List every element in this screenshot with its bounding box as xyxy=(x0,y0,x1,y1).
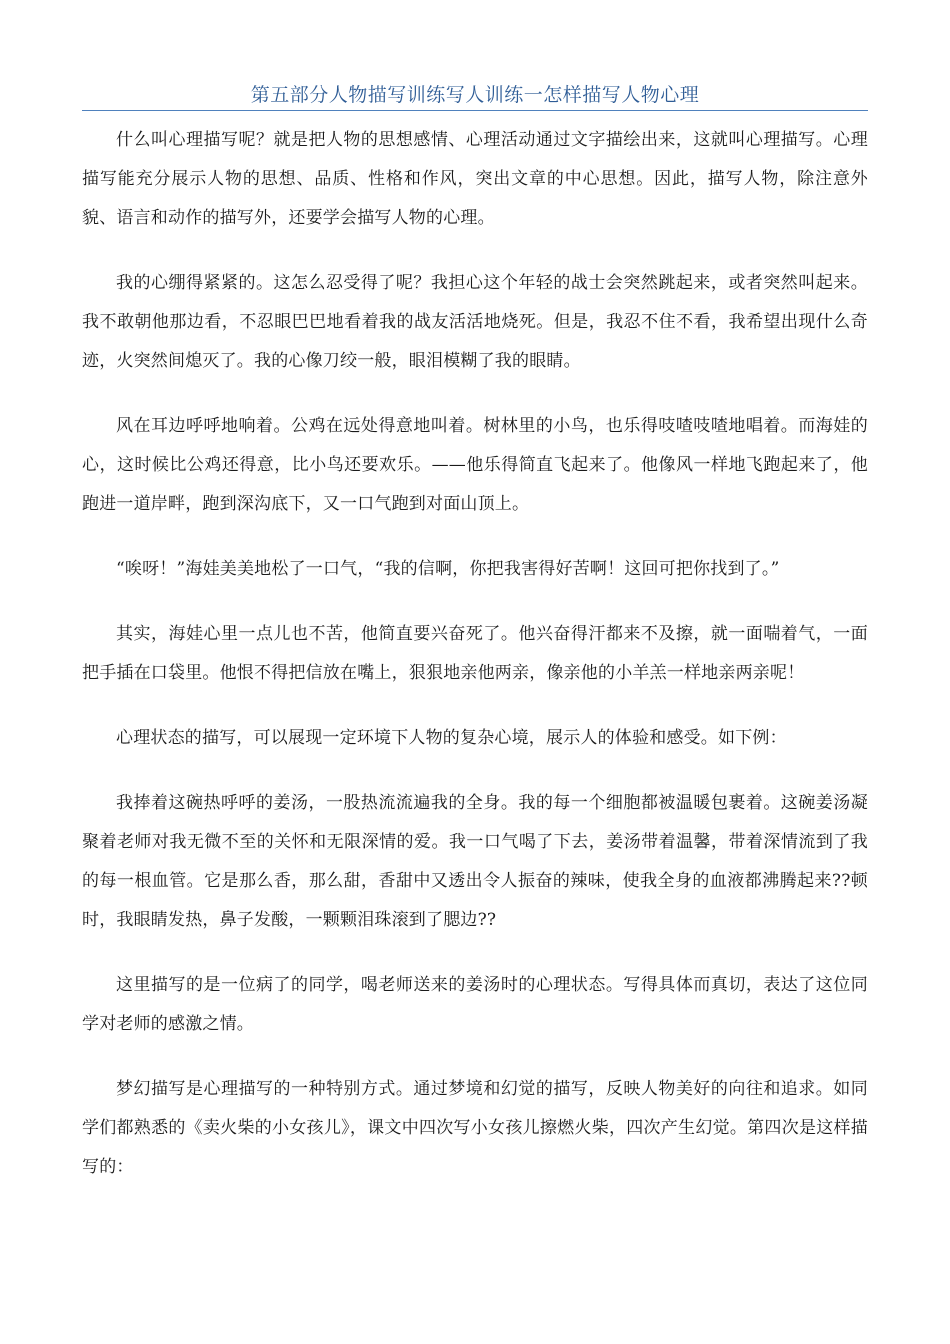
paragraph-example-haiwa-excited: 其实，海娃心里一点儿也不苦，他简直要兴奋死了。他兴奋得汗都来不及擦，就一面喘着气，一面把手插在口袋里。他恨不得把信放在嘴上，狠狠地亲他两亲，像亲他的小羊羔一样地亲两亲呢！ xyxy=(82,624,868,683)
document-body xyxy=(82,121,868,1213)
paragraph-example-haiwa-run: 风在耳边呼呼地响着。公鸡在远处得意地叫着。树林里的小鸟，也乐得吱喳吱喳地唱着。而海娃的心，这时候比公鸡还得意，比小鸟还要欢乐。——他乐得简直飞起来了。他像风一样地飞跑起来了，他跑进一道岸畔，跑到深沟底下，又一口气跑到对面山顶上。 xyxy=(82,416,868,514)
paragraph-dream-description: 梦幻描写是心理描写的一种特别方式。通过梦境和幻觉的描写，反映人物美好的向往和追求。如同学们都熟悉的《卖火柴的小女孩儿》，课文中四次写小女孩儿擦燃火柴，四次产生幻觉。第四次是这样描写的： xyxy=(82,1079,868,1177)
paragraph-example-soldier: 我的心绷得紧紧的。这怎么忍受得了呢？我担心这个年轻的战士会突然跳起来，或者突然叫起来。我不敢朝他那边看，不忍眼巴巴地看着我的战友活活地烧死。但是，我忍不住不看，我希望出现什么奇迹，火突然间熄灭了。我的心像刀绞一般，眼泪模糊了我的眼睛。 xyxy=(82,273,868,371)
document-title: 第五部分人物描写训练写人训练一怎样描写人物心理 xyxy=(250,84,700,106)
paragraph-state-description: 心理状态的描写，可以展现一定环境下人物的复杂心境，展示人的体验和感受。如下例： xyxy=(116,728,787,748)
paragraph-commentary: 这里描写的是一位病了的同学，喝老师送来的姜汤时的心理状态。写得具体而真切，表达了这位同学对老师的感激之情。 xyxy=(82,975,868,1034)
title-underline xyxy=(82,110,868,111)
paragraph-definition: 什么叫心理描写呢？就是把人物的思想感情、心理活动通过文字描绘出来，这就叫心理描写。心理描写能充分展示人物的思想、品质、性格和作风，突出文章的中心思想。因此，描写人物，除注意外貌、语言和动作的描写外，还要学会描写人物的心理。 xyxy=(82,130,868,228)
paragraph-example-ginger-soup: 我捧着这碗热呼呼的姜汤，一股热流流遍我的全身。我的每一个细胞都被温暖包裹着。这碗姜汤凝聚着老师对我无微不至的关怀和无限深情的爱。我一口气喝了下去，姜汤带着温馨，带着深情流到了我的每一根血管。它是那么香，那么甜，香甜中又透出令人振奋的辣味，使我全身的血液都沸腾起来??顿时，我眼睛发热，鼻子发酸，一颗颗泪珠滚到了腮边?? xyxy=(82,793,868,930)
paragraph-example-haiwa-quote: “唉呀！”海娃美美地松了一口气，“我的信啊，你把我害得好苦啊！这回可把你找到了。” xyxy=(116,559,780,579)
